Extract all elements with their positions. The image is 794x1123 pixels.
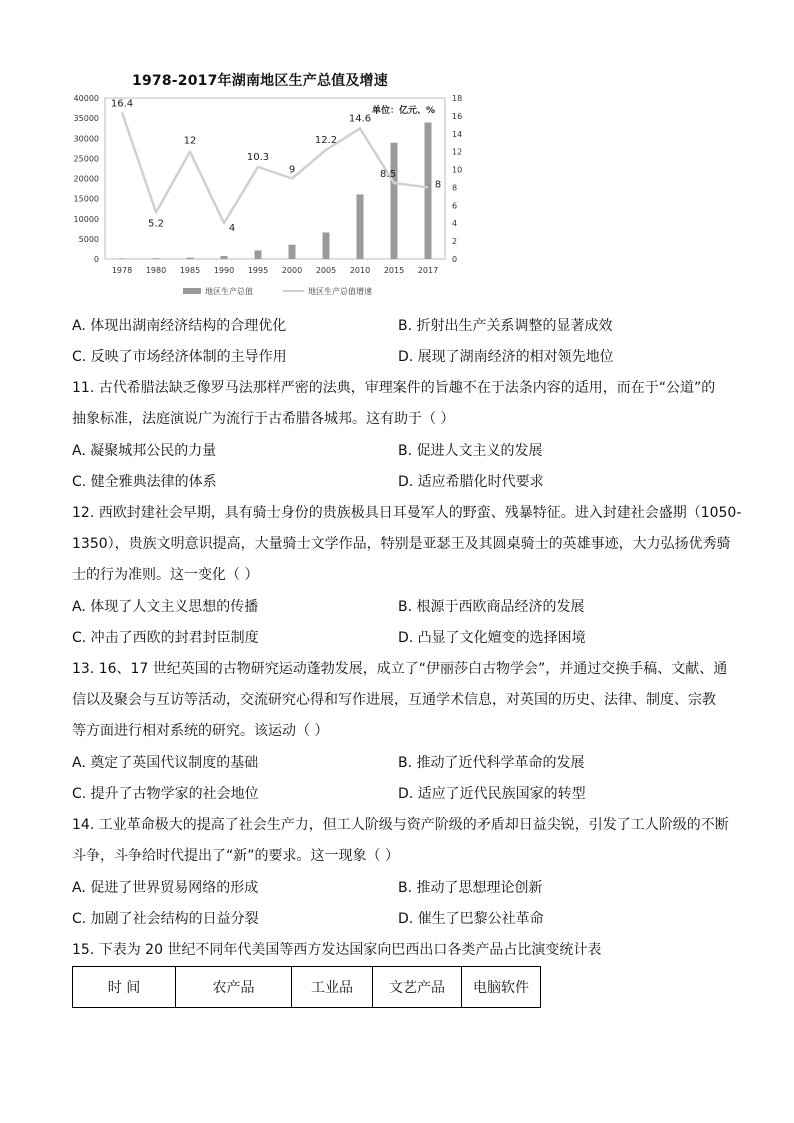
y-left-tick-label: 10000 — [73, 214, 99, 224]
y-right-tick-label: 18 — [452, 94, 463, 103]
y-right-tick-label: 8 — [452, 183, 458, 193]
table-header-industrial: 工业品 — [292, 967, 373, 1008]
q12-stem-line-3: 士的行为准则。这一变化（ ） — [72, 567, 259, 583]
growth-data-label: 16.4 — [110, 98, 134, 110]
bar — [221, 256, 228, 259]
y-right-tick-label: 10 — [452, 165, 463, 175]
bar — [425, 123, 432, 259]
table-header-agricultural: 农产品 — [176, 967, 292, 1008]
q13-stem-line-3: 等方面进行相对系统的研究。该运动（ ） — [72, 723, 329, 739]
q13-option-a[interactable]: A. 奠定了英国代议制度的基础 — [72, 755, 259, 771]
q10-option-d[interactable]: D. 展现了湖南经济的相对领先地位 — [398, 349, 614, 365]
x-tick-label: 1995 — [247, 266, 269, 275]
q13-stem-line-1: 13. 16、17 世纪英国的古物研究运动蓬勃发展，成立了“伊丽莎白古物学会”，并通过交换手稿、文献、通 — [72, 661, 728, 677]
q13-stem-line-2: 信以及聚会与互访等活动，交流研究心得和写作进展，互通学术信息，对英国的历史、法律、制度、宗教 — [72, 692, 716, 708]
table-header-software: 电脑软件 — [462, 967, 541, 1008]
bar — [391, 143, 398, 259]
chart-title: 1978-2017年湖南地区生产总值及增速 — [132, 73, 388, 89]
q12-stem-line-1: 12. 西欧封建社会早期，具有骑士身份的贵族极具日耳曼军人的野蛮、残暴特征。进入封建社会盛期（1050- — [72, 505, 742, 521]
x-tick-label: 1978 — [111, 266, 133, 275]
y-left-tick-label: 20000 — [73, 174, 99, 184]
y-right-tick-label: 16 — [452, 111, 463, 121]
x-tick-label: 1980 — [145, 266, 167, 275]
y-right-tick-label: 14 — [452, 129, 463, 139]
growth-data-label: 4 — [228, 223, 236, 235]
growth-data-label: 8 — [434, 179, 442, 191]
growth-data-label: 9 — [288, 164, 296, 176]
q11-option-b[interactable]: B. 促进人文主义的发展 — [398, 443, 543, 459]
growth-data-label: 12 — [183, 135, 197, 147]
legend-line-label: 地区生产总值增速 — [308, 287, 372, 296]
q12-stem-line-2: 1350），贵族文明意识提高，大量骑士文学作品，特别是亚瑟王及其圆桌骑士的英雄事迹，大力弘扬优秀骑 — [72, 536, 731, 552]
q11-stem-line-2: 抽象标准，法庭演说广为流行于古希腊各城邦。这有助于（ ） — [72, 411, 455, 427]
q14-option-b[interactable]: B. 推动了思想理论创新 — [398, 880, 543, 896]
y-right-tick-label: 0 — [452, 255, 458, 264]
q14-option-c[interactable]: C. 加剧了社会结构的日益分裂 — [72, 911, 259, 927]
y-right-tick-label: 12 — [452, 147, 463, 157]
q10-option-c[interactable]: C. 反映了市场经济体制的主导作用 — [72, 349, 287, 365]
q15-table — [72, 966, 541, 1008]
bar — [153, 258, 160, 259]
x-tick-label: 2005 — [315, 266, 337, 275]
q14-option-d[interactable]: D. 催生了巴黎公社革命 — [398, 911, 544, 927]
growth-data-label: 5.2 — [148, 218, 164, 230]
q11-stem-line-1: 11. 古代希腊法缺乏像罗马法那样严密的法典，审理案件的旨趣不在于法条内容的适用，而在于“公道”的 — [72, 380, 716, 396]
y-right-tick-label: 2 — [452, 237, 458, 247]
bar — [119, 258, 126, 259]
q12-option-d[interactable]: D. 凸显了文化嬗变的选择困境 — [398, 630, 586, 646]
q12-option-c[interactable]: C. 冲击了西欧的封君封臣制度 — [72, 630, 259, 646]
y-left-tick-label: 40000 — [73, 94, 99, 103]
q13-option-d[interactable]: D. 适应了近代民族国家的转型 — [398, 786, 586, 802]
legend-bar-swatch — [183, 288, 201, 294]
table-header-time: 时 间 — [73, 967, 176, 1008]
y-right-tick-label: 6 — [452, 201, 458, 211]
unit-note: 单位：亿元、% — [371, 106, 435, 116]
growth-line — [122, 112, 428, 223]
y-left-tick-label: 35000 — [73, 114, 99, 124]
q11-option-a[interactable]: A. 凝聚城邦公民的力量 — [72, 443, 217, 459]
table-header-row — [73, 967, 541, 1008]
growth-data-label: 10.3 — [246, 151, 270, 163]
q11-option-c[interactable]: C. 健全雅典法律的体系 — [72, 474, 217, 490]
q12-option-a[interactable]: A. 体现了人文主义思想的传播 — [72, 599, 259, 615]
table-header-cultural: 文艺产品 — [373, 967, 462, 1008]
x-tick-label: 1985 — [179, 266, 201, 275]
q11-option-d[interactable]: D. 适应希腊化时代要求 — [398, 474, 544, 490]
bar — [357, 194, 364, 259]
y-left-tick-label: 15000 — [73, 194, 99, 204]
x-tick-label: 2015 — [383, 266, 405, 275]
x-tick-label: 1990 — [213, 266, 235, 275]
q14-stem-line-2: 斗争，斗争给时代提出了“新”的要求。这一现象（ ） — [72, 848, 399, 864]
q14-option-a[interactable]: A. 促进了世界贸易网络的形成 — [72, 880, 259, 896]
x-tick-label: 2010 — [349, 266, 371, 275]
bar — [323, 232, 330, 259]
y-left-tick-label: 30000 — [73, 134, 99, 144]
x-tick-label: 2000 — [281, 266, 303, 275]
bar — [289, 245, 296, 259]
q13-option-b[interactable]: B. 推动了近代科学革命的发展 — [398, 755, 585, 771]
gdp-chart — [73, 92, 480, 307]
bar — [187, 258, 194, 259]
y-right-tick-label: 4 — [452, 219, 458, 229]
y-left-tick-label: 5000 — [78, 234, 99, 244]
growth-data-label: 8.5 — [380, 168, 396, 180]
y-left-tick-label: 25000 — [73, 154, 99, 164]
q10-option-b[interactable]: B. 折射出生产关系调整的显著成效 — [398, 318, 613, 334]
q14-stem-line-1: 14. 工业革命极大的提高了社会生产力，但工人阶级与资产阶级的矛盾却日益尖锐，引发了工人阶级的不断 — [72, 817, 729, 833]
growth-data-label: 12.2 — [314, 134, 338, 146]
y-left-tick-label: 0 — [93, 255, 99, 264]
x-tick-label: 2017 — [417, 266, 439, 275]
growth-data-label: 14.6 — [348, 113, 372, 125]
legend-bar-label: 地区生产总值 — [205, 287, 253, 296]
bar — [255, 250, 262, 259]
q15-stem-line-1: 15. 下表为 20 世纪不同年代美国等西方发达国家向巴西出口各类产品占比演变统计表 — [72, 942, 602, 958]
q10-option-a[interactable]: A. 体现出湖南经济结构的合理优化 — [72, 318, 287, 334]
q13-option-c[interactable]: C. 提升了古物学家的社会地位 — [72, 786, 259, 802]
q12-option-b[interactable]: B. 根源于西欧商品经济的发展 — [398, 599, 585, 615]
